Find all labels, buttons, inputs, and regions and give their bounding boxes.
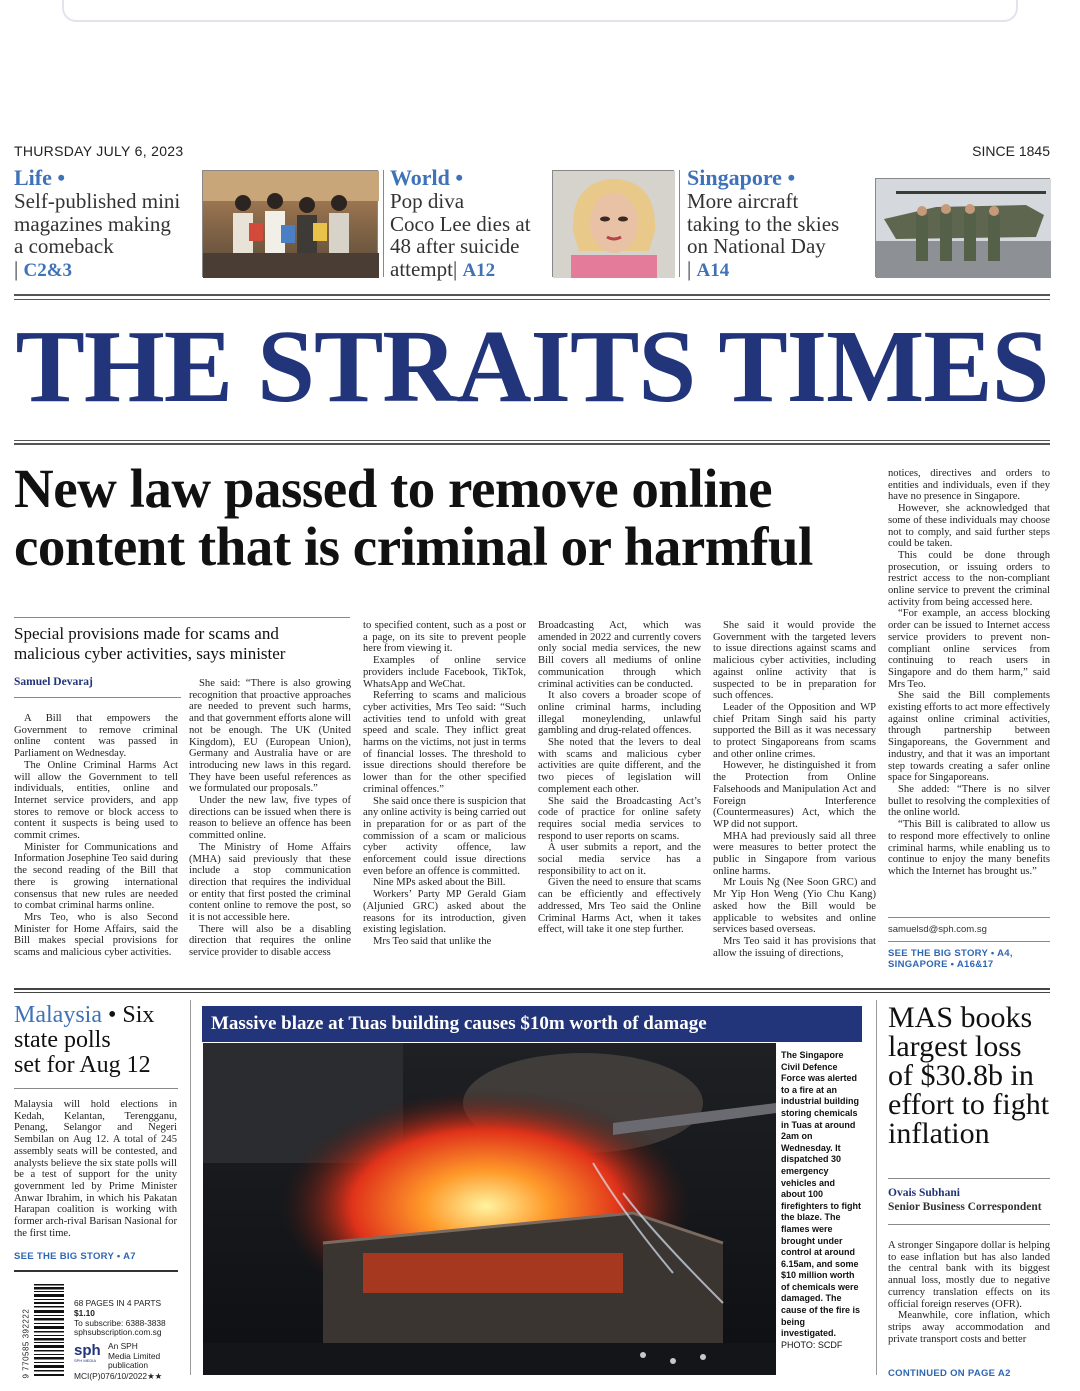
mci-number: MCI(P)076/10/2022★★ [74,1371,163,1381]
author-email[interactable]: samuelsd@sph.com.sg [888,924,987,935]
malaysia-rule [14,1088,178,1089]
email-rule-bottom [888,941,1050,942]
teaser-section: Singapore • [687,165,796,190]
teaser-line: on National Day [687,234,826,258]
teaser-ref: | C2&3 [14,256,73,281]
lead-column-6: notices, directives and orders to entities and individuals, even if they have no presence in Singapore. However, she acknowledged that some of these individuals may choose not to comply, and said further steps could be taken. This could be done through prosecution, or issuing orders to restrict access to the non-compliant online service to prevent the criminal activity from being accessed here. “For example, an access blocking order can be issued to Internet access service providers to prevent non-compliant online services from continuing to reach users in Singapore and do them harm,” said Mrs Teo. She said the Bill complements existing efforts to act more effectively against online criminal activities, through partnership between Singaporeans, the Government and industry, and that it was an important step towards creating a safer online space for Singaporeans. She added: “There is no silver bullet to resolving the complexities of the online world. “This Bill is calibrated to allow us to respond more effectively to online criminal harms, while enabling us to continue to enjoy the many benefits which the Internet has brought us.” [888,468,1050,877]
teaser-line: 48 after suicide [390,234,520,258]
malaysia-see-link[interactable]: SEE THE BIG STORY • A7 [14,1251,136,1262]
footer-info: 68 PAGES IN 4 PARTS $1.10 To subscribe: 6388-3838 sphsubscription.com.sg [74,1298,166,1338]
teaser-line: taking to the skies [687,211,840,236]
lead-headline [14,460,874,576]
section-rule [14,988,1050,990]
malaysia-section: Malaysia [14,1002,102,1028]
teaser-section: Life • [14,165,66,190]
publisher-note: An SPH Media Limited publication [108,1341,161,1371]
malaysia-headline: Malaysia • Six state polls set for Aug 12 [14,1002,155,1078]
lead-headline-line: New law passed to remove online [14,458,773,519]
lead-headline-line: content that is criminal or harmful [14,516,813,577]
teaser-line: Coco Lee dies at [390,211,531,236]
lead-column-5: She said it would provide the Government with the targeted levers to issue directions against scams and malicious cyber activities, including against online activity that is suspected to be in preparation for such offences. Leader of the Opposition and WP chief Pritam Singh said his party supported the Bill as it was necessary to protect Singaporeans from scams and other online crimes. However, he distinguished it from the Protection from Online Falsehoods and Manipulation Act and Foreign Interference (Countermeasures) Act, which the WP did not support. MHA had previously said all three were measures to better protect the public in Singapore from various online harms. Mr Louis Ng (Nee Soon GRC) and Mr Yip Hon Weng (Yio Chu Kang) asked how the Bill would be applicable to websites and online services based overseas. Mrs Teo said it has provisions that allow the issuing of directions, [713,620,876,959]
teaser-line: attempt| A12 [390,256,496,281]
mas-continued-link[interactable]: CONTINUED ON PAGE A2 [888,1368,1011,1379]
column-divider [876,1000,877,1375]
barcode [14,1282,66,1378]
issue-date: THURSDAY JULY 6, 2023 [14,143,184,159]
teaser-line: magazines making [14,211,171,236]
mas-byline: Ovais Subhani [888,1187,960,1199]
teaser-line: a comeback [14,234,114,258]
mas-rule [888,1178,1050,1179]
email-rule [888,917,1050,918]
fire-photo [203,1043,776,1375]
masthead-rule-bottom [14,443,1050,445]
barcode-number: 9 770585 392222 [21,1308,31,1379]
mas-body: A stronger Singapore dollar is helping to ease inflation but has also landed the central bank with its biggest annual loss, mostly due to negative currency translation effects on its official foreign reserves (OFR). Meanwhile, core inflation, which strips away accommodation and private transport costs and better [888,1240,1050,1345]
since-label: SINCE 1845 [972,143,1050,159]
masthead-rule-top [14,294,1050,296]
top-frame [62,0,1018,22]
footer-rule [14,1270,178,1272]
lead-column-4: Broadcasting Act, which was amended in 2022 and currently covers only social media services, the new Bill covers all mediums of online communication through which criminal activities can be conducted. It also covers a broader scope of online criminal harms, including illegal moneylending, unlawful gambling and drug-related offences. She noted that the levers to deal with scams and malicious cyber activities are quite different, and the two pieces of legislation will complement each other. She said the Broadcasting Act’s code of practice for online safety requires social media services to respond to user reports on scams. A user submits a report, and the social media service has a responsibility to act on it. Given the need to ensure that scams can be efficiently and effectively addressed, Mrs Teo said the Online Criminal Harms Act, when it takes effect, will take it one step further. [538,620,701,936]
teaser-ref: | A14 [687,256,730,281]
lead-column-2: She said: “There is also growing recognition that proactive approaches are needed to prevent such harms, and that government efforts alone will not be enough. The UK (United Kingdom), EU (European Union), Germany and Australia have or are introducing new laws in this regard. They have been useful references as we formulated our proposals.” Under the new law, five types of directions can be issued when there is reason to believe an offence has been committed online. The Ministry of Home Affairs (MHA) said previously that these include a stop communication direction that requires the individual or entity that first posted the criminal content online to remove the post, so it is not accessible here. There will also be a disabling direction that requires the online service provider to disable access [189,678,351,959]
teaser-section: World • [390,165,464,190]
section-rule-thin [14,992,1050,993]
lead-deck: Special provisions made for scams and malicious cyber activities, says minister [14,624,286,663]
column-divider [190,1000,191,1375]
masthead-rule-top-thin [14,299,1050,300]
teaser-line: Self-published mini [14,189,181,213]
lead-column-1: A Bill that empowers the Government to remove criminal online content was passed in Parliament on Wednesday. The Online Criminal Harms Act will allow the Government to tell individuals, entities, online and Internet service providers, and app stores to remove or block access to content it suspects is being used to commit crimes. Minister for Communications and Information Josephine Teo said during the second reading of the Bill that there is growing international consensus that new rules are needed to combat criminal harms online. Mrs Teo, who is also Second Minister for Home Affairs, said the Bill makes special provisions for scams and malicious cyber activities. [14,713,178,959]
malaysia-body: Malaysia will hold elections in Kedah, Kelantan, Terengganu, Penang, Selangor and Negeri Sembilan on Aug 12. A total of 245 assembly seats will be contested, and analysts believe the six state polls will be a test of support for the unity government led by Prime Minister Anwar Ibrahim, in which his Pakatan Harapan coalition is working with former arch-rival Barisan Nasional for the first time. [14,1099,177,1239]
byline-rule [14,697,181,698]
teaser-divider [679,170,680,277]
see-big-story-link[interactable]: SEE THE BIG STORY • A4, SINGAPORE • A16&17 [888,948,1013,970]
teaser-world[interactable] [390,166,550,282]
masthead: THE STRAITS TIMES [15,309,1049,424]
group-photo [202,170,378,277]
deck-rule [14,617,350,618]
lead-column-3: to specified content, such as a post or a page, on its site to prevent people here from viewing it. Examples of online service providers include Facebook, TikTok, WhatsApp and WeChat. Referring to scams and malicious cyber activities, Mrs Teo said: “Such activities tend to unfold with great speed and scale. They inflict great harms on the victims, not just in terms of financial losses. The threshold to issue directions should therefore be lower than for the other specified criminal offences.” She said once there is suspicion that any online activity is being carried out in preparation for or as part of the commission of a scam or malicious cyber activity offence, law enforcement could issue directions even before an offence is committed. Nine MPs asked about the Bill. Workers’ Party MP Gerald Giam (Aljunied GRC) asked about the reasons for its introduction, given existing legislation. Mrs Teo said that unlike the [363,620,526,947]
blaze-headline: Massive blaze at Tuas building causes $10m worth of damage [202,1006,862,1042]
teaser-line: More aircraft [687,189,799,213]
portrait-photo [552,170,674,277]
masthead-rule-bottom-thin [14,440,1050,441]
sph-logo: sph SPH MEDIA [74,1342,101,1363]
teaser-divider [383,170,384,277]
fire-caption: The Singapore Civil Defence Force was alerted to a fire at an industrial building storing chemicals in Tuas at around 2am on Wednesday. It dispatched 30 emergency vehicles and about 100 firefighters to fight the blaze. The flames were brought under control at around 6.15am, and some $10 million worth of chemicals were damaged. The cause of the fire is being investigated. PHOTO: SCDF [781,1050,861,1350]
teaser-singapore[interactable] [687,166,872,282]
mas-rule-2 [888,1224,1050,1225]
teaser-line: Pop diva [390,189,465,213]
lead-byline: Samuel Devaraj [14,676,93,688]
helicopter-crew-photo [875,178,1050,277]
mas-headline: MAS books largest loss of $30.8b in effort to fight inflation [888,1001,1050,1150]
teaser-life[interactable] [14,166,199,282]
mas-role: Senior Business Correspondent [888,1201,1042,1213]
